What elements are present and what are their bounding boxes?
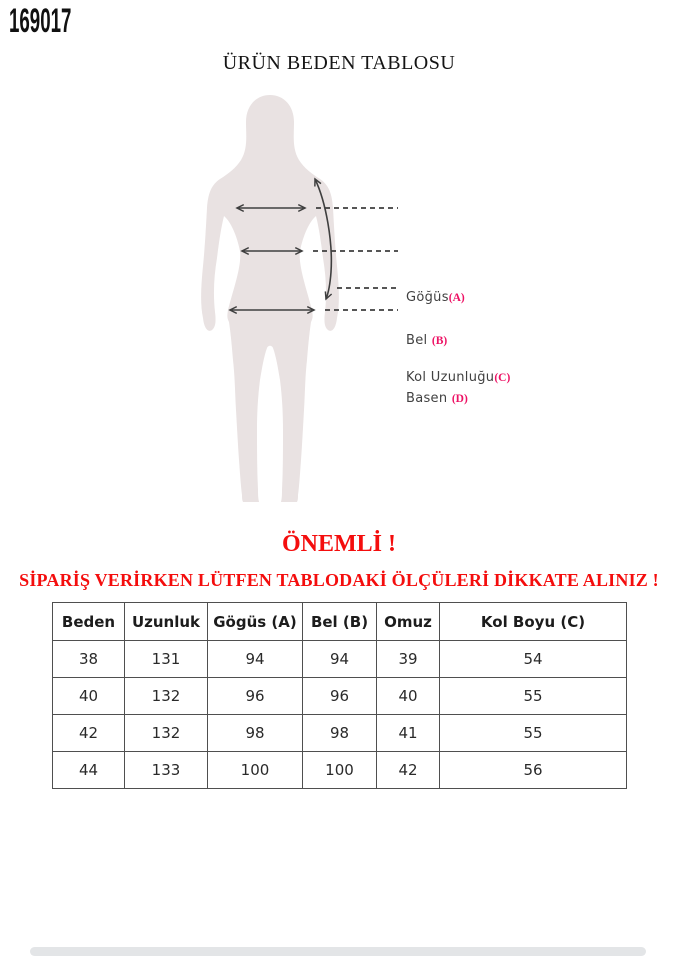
header-kol-boyu: Kol Boyu (C) <box>440 603 627 641</box>
table-cell: 42 <box>377 752 440 789</box>
table-row <box>53 752 627 789</box>
horizontal-scrollbar-thumb[interactable] <box>30 947 646 956</box>
table-cell: 56 <box>440 752 627 789</box>
label-chest-text: Göğüs <box>406 290 449 305</box>
table-cell: 98 <box>303 715 377 752</box>
header-omuz: Omuz <box>377 603 440 641</box>
female-silhouette <box>201 95 339 502</box>
table-cell: 100 <box>303 752 377 789</box>
table-cell: 55 <box>440 678 627 715</box>
table-cell: 94 <box>208 641 303 678</box>
table-cell: 44 <box>53 752 125 789</box>
table-cell: 42 <box>53 715 125 752</box>
table-cell: 38 <box>53 641 125 678</box>
table-row <box>53 678 627 715</box>
page-title: ÜRÜN BEDEN TABLOSU <box>222 52 456 74</box>
table-cell: 133 <box>125 752 208 789</box>
table-row <box>53 715 627 752</box>
table-cell: 54 <box>440 641 627 678</box>
table-cell: 40 <box>377 678 440 715</box>
table-cell: 94 <box>303 641 377 678</box>
header-bel: Bel (B) <box>303 603 377 641</box>
body-measurement-diagram <box>0 90 678 520</box>
table-cell: 39 <box>377 641 440 678</box>
size-table <box>52 602 627 789</box>
table-row <box>53 641 627 678</box>
table-cell: 100 <box>208 752 303 789</box>
label-waist-code: (B) <box>431 335 448 347</box>
header-uzunluk: Uzunluk <box>125 603 208 641</box>
product-code: 169017 <box>9 2 72 40</box>
label-sleeve <box>406 370 510 386</box>
table-cell: 132 <box>125 678 208 715</box>
label-hip <box>406 391 468 407</box>
label-hip-code: (D) <box>451 393 468 405</box>
diagram-graphics <box>0 90 678 520</box>
important-heading: ÖNEMLİ ! <box>282 531 396 557</box>
table-cell: 41 <box>377 715 440 752</box>
table-cell: 131 <box>125 641 208 678</box>
table-cell: 132 <box>125 715 208 752</box>
label-sleeve-text: Kol Uzunluğu <box>406 370 495 385</box>
label-waist <box>406 333 447 349</box>
label-waist-text: Bel <box>406 333 432 348</box>
header-beden: Beden <box>53 603 125 641</box>
label-chest-code: (A) <box>448 292 465 304</box>
header-gogus: Gögüs (A) <box>208 603 303 641</box>
table-cell: 40 <box>53 678 125 715</box>
label-sleeve-code: (C) <box>494 372 511 384</box>
size-table-header-row <box>53 603 627 641</box>
table-cell: 96 <box>208 678 303 715</box>
order-warning-text: SİPARİŞ VERİRKEN LÜTFEN TABLODAKİ ÖLÇÜLERİ DİKKATE ALINIZ ! <box>19 570 659 590</box>
label-hip-text: Basen <box>406 391 452 406</box>
table-cell: 55 <box>440 715 627 752</box>
label-chest <box>406 290 465 306</box>
table-cell: 96 <box>303 678 377 715</box>
table-cell: 98 <box>208 715 303 752</box>
